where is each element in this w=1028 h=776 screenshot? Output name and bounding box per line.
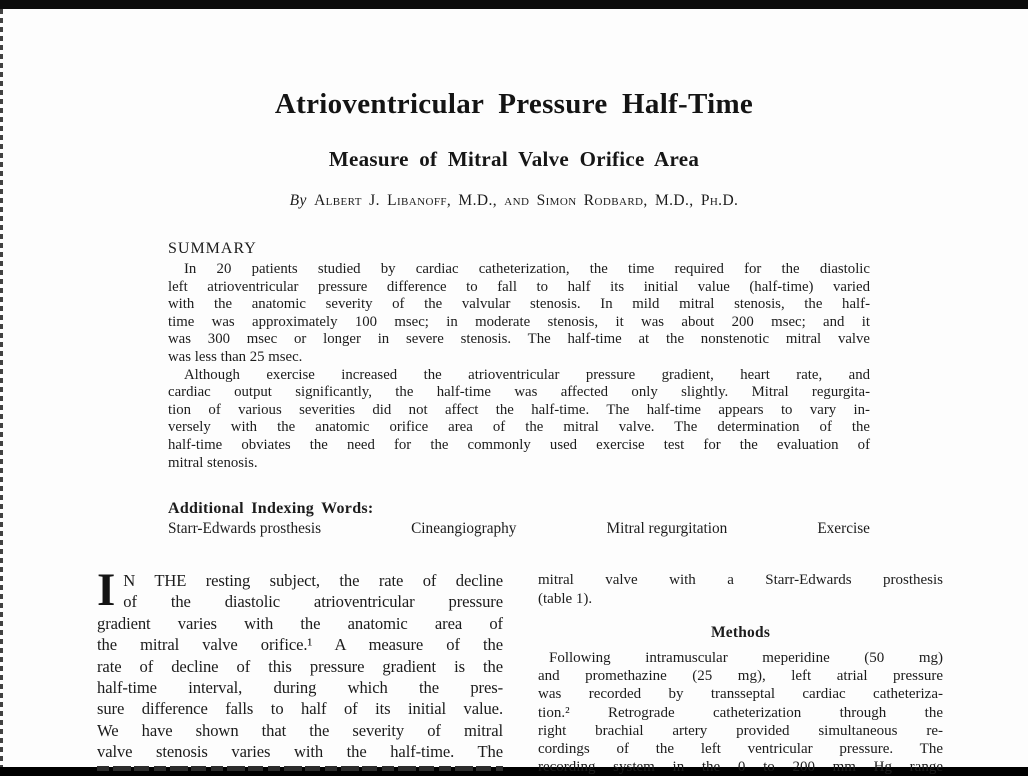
- body-column-left: [97, 564, 503, 771]
- indexing-term: Cineangiography: [411, 520, 517, 537]
- byline-authors: Albert J. Libanoff, M.D., and Simon Rodbard, M.D., Ph.D.: [314, 192, 739, 209]
- body-line: gradient varies with the anatomic area of: [97, 613, 503, 633]
- byline: [0, 192, 1028, 210]
- summary-line: time was approximately 100 msec; in moderate stenosis, it was about 200 msec; and it: [168, 313, 870, 330]
- body-line: sure difference falls to half of its initial value.: [97, 699, 503, 719]
- indexing-term: Mitral regurgitation: [606, 520, 728, 537]
- body-line: Following intramuscular meperidine (50 mg): [549, 650, 943, 666]
- summary-section: [168, 240, 870, 472]
- summary-line: was 300 msec or longer in severe stenosis. The half-time at the nonstenotic mitral valve: [168, 331, 870, 348]
- methods-heading: Methods: [710, 624, 771, 641]
- summary-line: with the anatomic severity of the valvular stenosis. In mild mitral stenosis, the half-: [168, 296, 870, 313]
- body-line: cordings of the left ventricular pressure. The: [538, 741, 943, 758]
- scan-left-edge-artifact: [0, 9, 3, 767]
- summary-line: mitral stenosis.: [168, 454, 258, 471]
- scan-top-bar: [0, 0, 1028, 9]
- body-line: We have shown that the severity of mitral: [97, 720, 503, 740]
- body-line: half-time interval, during which the pres-: [97, 678, 503, 698]
- body-line: mitral valve with a Starr-Edwards prosthesis: [538, 572, 943, 588]
- body-line: right brachial artery provided simultaneous re-: [538, 722, 943, 739]
- drop-cap: I: [97, 564, 116, 616]
- indexing-words-row: [168, 520, 870, 538]
- cut-off-text-line: recording system in the 0 to 200 mm Hg range: [538, 759, 943, 776]
- body-line: and promethazine (25 mg), left atrial pressure: [538, 668, 943, 685]
- indexing-words-heading: Additional Indexing Words:: [168, 500, 374, 517]
- summary-line: In 20 patients studied by cardiac catheterization, the time required for the diastolic: [184, 261, 870, 277]
- summary-heading: SUMMARY: [168, 240, 257, 257]
- body-column-right: [538, 571, 943, 776]
- summary-paragraph-2: [168, 367, 870, 473]
- page-subtitle: Measure of Mitral Valve Orifice Area: [328, 147, 700, 171]
- summary-line: half-time obviates the need for the commonly used exercise test for the evaluation of: [168, 436, 870, 453]
- summary-line: tion of various severities did not affect the half-time. The half-time appears to vary in-: [168, 401, 870, 418]
- body-line: rate of decline of this pressure gradient is the: [97, 656, 503, 676]
- body-line: valve stenosis varies with the half-time. The: [97, 742, 503, 762]
- byline-by: By: [289, 192, 307, 209]
- summary-paragraph-1: [168, 261, 870, 367]
- body-line: the mitral valve orifice.¹ A measure of the: [97, 635, 503, 655]
- summary-line: left atrioventricular pressure difference to fall to half its initial value (half-time) varied: [168, 278, 870, 295]
- indexing-term: Starr-Edwards prosthesis: [168, 520, 322, 537]
- summary-line: was less than 25 msec.: [168, 348, 303, 365]
- body-line: was recorded by transseptal cardiac catheteriza-: [538, 686, 943, 703]
- summary-line: cardiac output significantly, the half-time was affected only slightly. Mitral regurgita-: [168, 384, 870, 401]
- body-line: (table 1).: [538, 591, 593, 607]
- page-title: Atrioventricular Pressure Half-Time: [274, 88, 754, 120]
- indexing-term: Exercise: [817, 520, 870, 537]
- summary-line: versely with the anatomic orifice area of the mitral valve. The determination of the: [168, 419, 870, 436]
- body-line: tion.² Retrograde catheterization through the: [538, 704, 943, 721]
- body-line: N THE resting subject, the rate of decline: [123, 571, 503, 590]
- cut-off-text-line: [97, 766, 503, 771]
- summary-line: Although exercise increased the atrioventricular pressure gradient, heart rate, and: [184, 366, 870, 383]
- body-line: of the diastolic atrioventricular pressure: [123, 592, 503, 612]
